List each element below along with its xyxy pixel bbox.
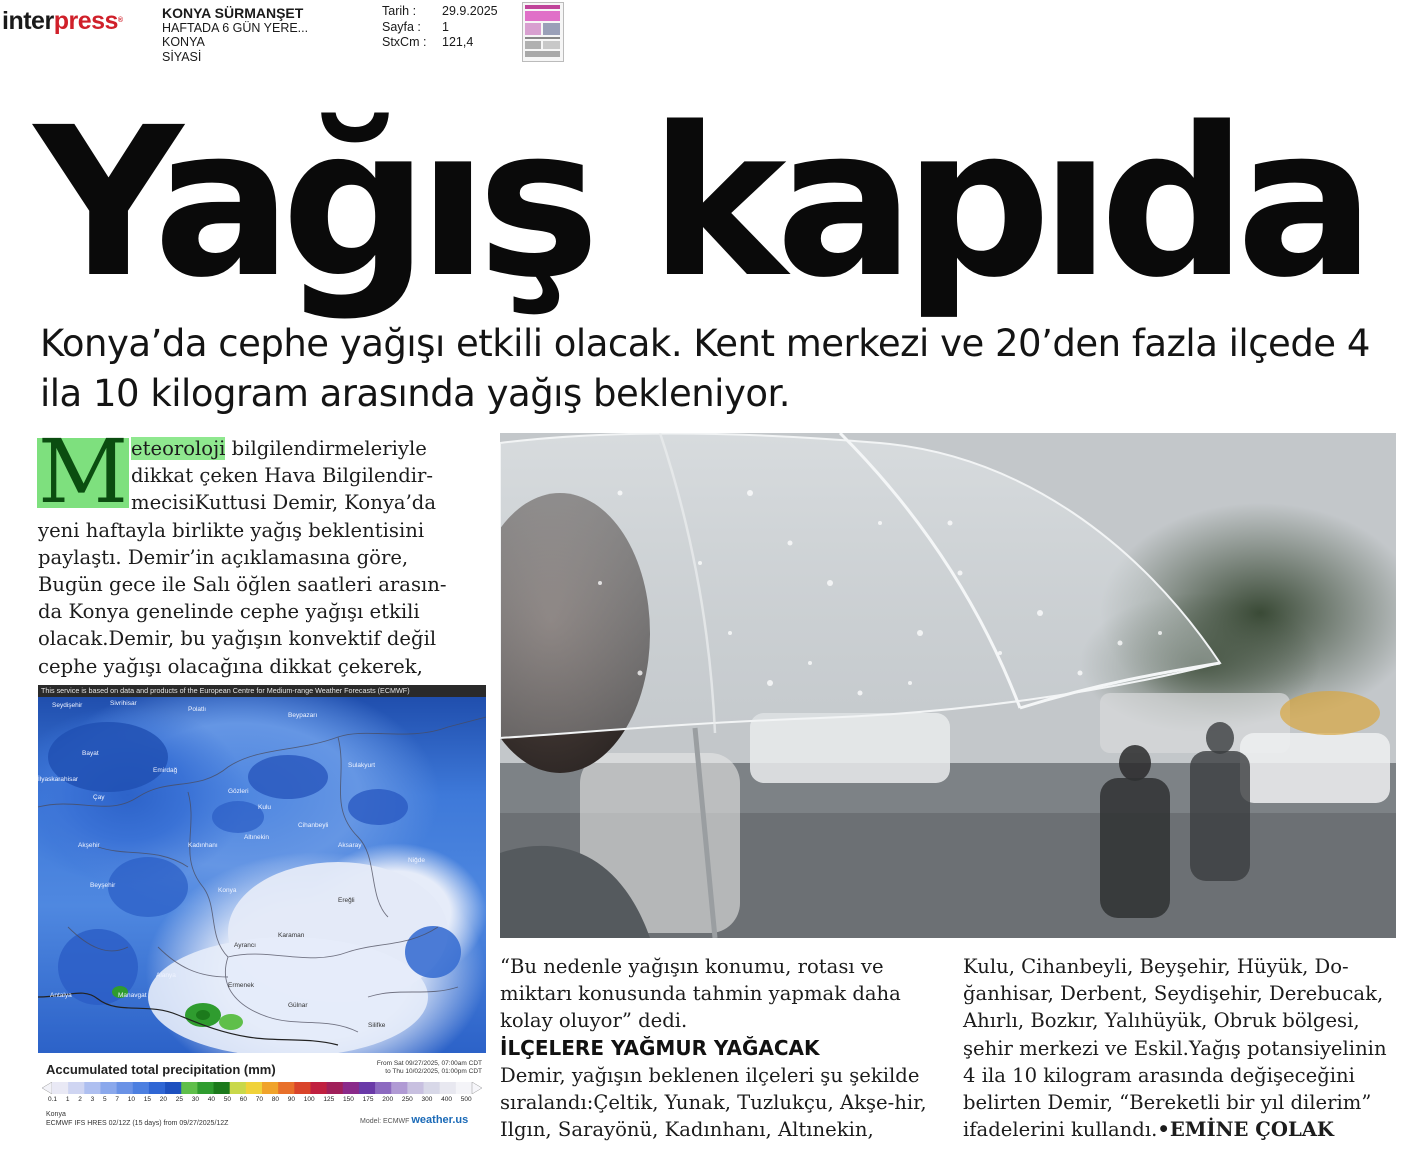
legend-tick-label: 175 (362, 1096, 374, 1103)
map-label: Kadınhanı (188, 842, 218, 849)
column-2-quote: “Bu nedenle yağışın konumu, rotası ve miktarı konusunda tahmin yapmak daha kolay oluyor” dedi. (500, 955, 901, 1033)
logo-registered-mark: ® (117, 17, 123, 24)
legend-tick-label: 30 (191, 1096, 199, 1103)
legend-brand-model: Model: (360, 1118, 382, 1125)
legend-color-segment (149, 1082, 166, 1094)
interpress-logo (2, 4, 123, 38)
map-label: Karaman (278, 932, 305, 939)
meta-page-label: Sayfa : (382, 19, 421, 34)
map-label: Beyşehir (90, 882, 116, 889)
publication-info (162, 6, 308, 64)
publication-category: SİYASİ (162, 49, 202, 64)
legend-tick-label: 2 (78, 1096, 82, 1103)
legend-color-segment (278, 1082, 295, 1094)
legend-color-segment (117, 1082, 134, 1094)
legend-tick-label: 80 (271, 1096, 279, 1103)
legend-tick-label: 10 (127, 1096, 135, 1103)
legend-tick-label: 0.1 (48, 1096, 58, 1103)
map-label: Seydişehir (52, 702, 83, 709)
column-1-text: bilgilendirmeleriyle dikkat çeken Hava Bilgilendir-mecisiKuttusi Demir, Konya’da yeni haftayla birlikte yağış beklentisini paylaştı. Demir’in açıklamasına göre, Bugün gece ile Salı öğlen saatleri arasın-da Konya genelinde cephe yağışı etkili olacak.Demir, bu yağışın konvektif değil cephe yağışı olacağına dikkat çekerek, (38, 437, 447, 678)
map-label: Sulakyurt (348, 762, 376, 769)
article-headline: Yağış kapıda (34, 83, 1365, 323)
clipping-meta (382, 4, 498, 51)
legend-location-name: Konya (46, 1111, 66, 1118)
map-label: Kulu (258, 804, 272, 811)
legend-tick-label: 1 (65, 1096, 70, 1103)
meta-date-row (382, 4, 498, 20)
map-label: Altınekin (244, 834, 269, 841)
map-label: Antalya (50, 992, 72, 999)
publication-name: KONYA SÜRMANŞET (162, 5, 304, 21)
legend-color-segment (181, 1082, 198, 1094)
map-label: Çay (93, 794, 105, 801)
legend-tick-label: 40 (207, 1096, 215, 1103)
article-column-1 (37, 420, 454, 680)
drop-cap: M (37, 420, 129, 523)
photo-graphic (500, 433, 1396, 938)
legend-location (46, 1110, 228, 1128)
legend-tick-label: 20 (159, 1096, 167, 1103)
logo-accent-text: press (53, 7, 118, 35)
map-label: Gülnar (288, 1002, 308, 1009)
map-label: Polatlı (188, 706, 207, 713)
legend-color-segment (407, 1082, 424, 1094)
meta-stxcm-row (382, 35, 498, 51)
publication-city: KONYA (162, 35, 205, 49)
legend-brand-site: weather.us (411, 1114, 469, 1126)
map-label: Aksaray (338, 842, 362, 849)
legend-tick-label: 60 (239, 1096, 247, 1103)
legend-tick-label: 500 (460, 1096, 472, 1103)
legend-tick-label: 70 (255, 1096, 263, 1103)
legend-color-segment (214, 1082, 231, 1094)
legend-color-segment (230, 1082, 247, 1094)
legend-tick-label: 300 (421, 1096, 433, 1103)
legend-tick-label: 150 (343, 1096, 354, 1103)
precipitation-map (38, 685, 486, 1053)
legend-color-segment (310, 1082, 327, 1094)
highlighted-keyword: eteoroloji (131, 437, 226, 460)
legend-color-bar (42, 1082, 482, 1094)
legend-color-segment (391, 1082, 408, 1094)
legend-color-segment (424, 1082, 441, 1094)
legend-color-segment (375, 1082, 392, 1094)
legend-color-segment (133, 1082, 150, 1094)
map-label: Beypazarı (288, 712, 318, 719)
legend-ticks (48, 1096, 472, 1103)
map-credit-line: This service is based on data and products of the European Centre for Medium-range Weather Forecasts (ECMWF) (38, 685, 486, 697)
article-subtitle: İLÇELERE YAĞMUR YAĞACAK (500, 1035, 820, 1060)
meta-page-value: 1 (442, 19, 449, 34)
map-label: Ayrancı (234, 942, 256, 949)
legend-color-segment (456, 1082, 473, 1094)
legend-time-from: From Sat 09/27/2025, 07:00am CDT (376, 1060, 482, 1067)
page-thumbnail[interactable] (522, 2, 564, 62)
article-column-2 (500, 953, 932, 1143)
map-label: Akşehir (78, 842, 100, 849)
lead-paragraph (37, 420, 454, 680)
legend-color-segment (343, 1082, 360, 1094)
legend-tick-label: 50 (223, 1096, 231, 1103)
legend-tick-label: 25 (175, 1096, 183, 1103)
legend-color-segment (359, 1082, 376, 1094)
map-label: Ermenek (228, 982, 255, 989)
legend-model-line: ECMWF IFS HRES 02/12Z (15 days) from 09/27/2025/12Z (46, 1120, 229, 1127)
map-graphic (38, 697, 486, 1053)
legend-time-to: to Thu 10/02/2025, 01:00pm CDT (385, 1068, 482, 1075)
meta-date-value: 29.9.2025 (442, 4, 498, 18)
legend-tick-label: 7 (115, 1096, 119, 1103)
map-label: Konya (218, 887, 237, 894)
legend-tick-label: 100 (303, 1096, 315, 1103)
map-label: Ereğli (338, 897, 355, 904)
rain-umbrella-photo (500, 433, 1396, 938)
legend-color-segment (84, 1082, 101, 1094)
map-label: Alanya (156, 972, 176, 979)
legend-color-segment (262, 1082, 279, 1094)
map-label: Sivrihisar (110, 700, 137, 707)
column-3-paragraph (963, 953, 1395, 1143)
legend-color-segment (100, 1082, 117, 1094)
legend-arrow-right (472, 1082, 482, 1094)
meta-stxcm-value: 121,4 (442, 35, 474, 49)
legend-tick-label: 15 (143, 1096, 151, 1103)
legend-arrow-left (42, 1082, 52, 1094)
legend-color-segment (197, 1082, 214, 1094)
legend-color-segment (165, 1082, 182, 1094)
legend-color-segment (327, 1082, 344, 1094)
map-label: Niğde (408, 857, 425, 864)
article-column-3 (963, 953, 1395, 1143)
legend-color-segment (440, 1082, 457, 1094)
column-2-text: Demir, yağışın beklenen ilçeleri şu şekilde sıralandı:Çeltik, Yunak, Tuzlukçu, Akşe-hir, Ilgın, Sarayönü, Kadınhanı, Altınekin, (500, 1063, 927, 1142)
legend-brand (360, 1114, 468, 1126)
map-label: Bayat (82, 750, 99, 757)
map-label: Gözleri (228, 788, 249, 795)
legend-tick-label: 200 (382, 1096, 394, 1103)
legend-tick-label: 400 (441, 1096, 452, 1103)
legend-brand-ecmwf: ECMWF (382, 1118, 410, 1125)
map-label: Manavgat (118, 992, 147, 999)
map-label: Silifke (368, 1022, 386, 1029)
article-subheadline: Konya’da cephe yağışı etkili olacak. Kent merkezi ve 20’den fazla ilçede 4 ila 10 kilogram arasında yağış bekleniyor. (40, 322, 1370, 415)
legend-time-range (377, 1060, 482, 1076)
map-label: Emirdağ (153, 767, 178, 774)
legend-title: Accumulated total precipitation (mm) (46, 1062, 276, 1077)
map-label: Cihanbeyli (298, 822, 329, 829)
map-legend (38, 1054, 486, 1136)
legend-color-segment (294, 1082, 311, 1094)
legend-tick-label: 125 (323, 1096, 335, 1103)
publication-frequency: HAFTADA 6 GÜN YERE... (162, 20, 309, 35)
logo-main-text: inter (2, 7, 54, 35)
legend-tick-label: 5 (102, 1096, 107, 1103)
meta-stxcm-label: StxCm : (382, 35, 427, 49)
legend-tick-label: 90 (287, 1096, 295, 1103)
legend-color-segment (246, 1082, 263, 1094)
author-byline: •EMİNE ÇOLAK (1157, 1118, 1334, 1142)
legend-tick-label: 250 (401, 1096, 413, 1103)
map-label: İlyaskarahisar (38, 776, 79, 783)
meta-date-label: Tarih : (382, 4, 417, 18)
meta-page-row (382, 20, 498, 36)
legend-color-segment (68, 1082, 85, 1094)
column-3-text: Kulu, Cihanbeyli, Beyşehir, Hüyük, Do-ğanhisar, Derbent, Seydişehir, Derebucak, Ahırlı, Bozkır, Yalıhüyük, Obruk bölgesi, şehir merkezi ve Eskil.Yağış potansiyelinin 4 ila 10 kilogram arasında değişeceğini belirten Demir, “Bereketli bir yıl dilerim” ifadelerini kullandı. (963, 955, 1387, 1142)
legend-color-segment (52, 1082, 69, 1094)
legend-tick-label: 3 (90, 1096, 95, 1103)
